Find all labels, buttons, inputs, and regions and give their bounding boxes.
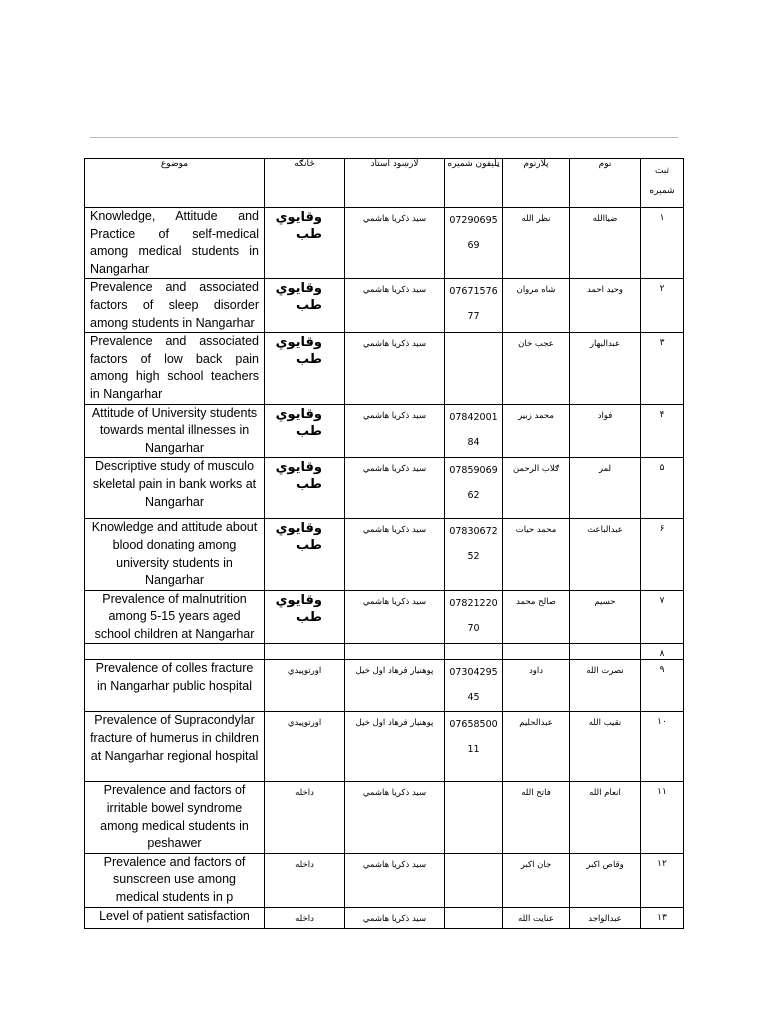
phone-cell bbox=[445, 853, 503, 907]
phone-cell: 07830672 52 bbox=[445, 519, 503, 590]
supervisor-cell: سید ذکریا هاشمي bbox=[345, 279, 445, 333]
name-cell: ضیاالله bbox=[570, 208, 641, 279]
name-cell: نصرت الله bbox=[570, 660, 641, 712]
name-cell: وقاص اکبر bbox=[570, 853, 641, 907]
seq-cell: ۱۱ bbox=[641, 782, 684, 853]
header-divider-line bbox=[90, 137, 678, 138]
name-cell: عبدالبهار bbox=[570, 333, 641, 404]
supervisor-cell: سید ذکریا هاشمي bbox=[345, 907, 445, 928]
author-cell: محمد حیات bbox=[503, 519, 570, 590]
header-author: پلارنوم bbox=[503, 159, 570, 208]
department-cell: داخله bbox=[265, 853, 345, 907]
phone-cell: 07671576 77 bbox=[445, 279, 503, 333]
department-cell: وقایوي طب bbox=[265, 404, 345, 458]
thesis-register-table bbox=[84, 158, 684, 929]
table-row bbox=[85, 458, 684, 519]
topic-cell: Prevalence and associated factors of low back pain among high school teachers in Nangarhar bbox=[85, 333, 265, 404]
seq-cell: ۱۳ bbox=[641, 907, 684, 928]
name-cell: نقیب الله bbox=[570, 712, 641, 782]
topic-cell: Prevalence of Supracondylar fracture of humerus in children at Nangarhar regional hospital bbox=[85, 712, 265, 782]
seq-cell: ۸ bbox=[641, 644, 684, 660]
supervisor-cell: سید ذکریا هاشمي bbox=[345, 853, 445, 907]
header-department: څانګه bbox=[265, 159, 345, 208]
author-cell: عنایت الله bbox=[503, 907, 570, 928]
author-cell: شاه مروان bbox=[503, 279, 570, 333]
seq-cell: ۷ bbox=[641, 590, 684, 644]
author-cell: داود bbox=[503, 660, 570, 712]
seq-cell: ۳ bbox=[641, 333, 684, 404]
header-phone: ټلیفون شمیره bbox=[445, 159, 503, 208]
name-cell: عبدالواجد bbox=[570, 907, 641, 928]
name-cell: لمر bbox=[570, 458, 641, 519]
department-cell: داخله bbox=[265, 907, 345, 928]
author-cell: محمد زبیر bbox=[503, 404, 570, 458]
table-row bbox=[85, 404, 684, 458]
table-row bbox=[85, 782, 684, 853]
supervisor-cell: سید ذکریا هاشمي bbox=[345, 208, 445, 279]
author-cell: عجب خان bbox=[503, 333, 570, 404]
topic-cell bbox=[85, 644, 265, 660]
phone-cell bbox=[445, 782, 503, 853]
phone-cell: 07290695 69 bbox=[445, 208, 503, 279]
table-row bbox=[85, 208, 684, 279]
department-cell: داخله bbox=[265, 782, 345, 853]
table-row bbox=[85, 660, 684, 712]
name-cell: وحید احمد bbox=[570, 279, 641, 333]
phone-cell: 07859069 62 bbox=[445, 458, 503, 519]
topic-cell: Descriptive study of musculo skeletal pain in bank works at Nangarhar bbox=[85, 458, 265, 519]
seq-cell: ۶ bbox=[641, 519, 684, 590]
supervisor-cell: سید ذکریا هاشمي bbox=[345, 333, 445, 404]
department-cell: وقایوي طب bbox=[265, 519, 345, 590]
supervisor-cell bbox=[345, 644, 445, 660]
department-cell: وقایوي طب bbox=[265, 208, 345, 279]
table-row bbox=[85, 590, 684, 644]
phone-cell bbox=[445, 907, 503, 928]
table-header-row bbox=[85, 159, 684, 208]
department-cell: وقایوي طب bbox=[265, 279, 345, 333]
author-cell: نظر الله bbox=[503, 208, 570, 279]
phone-cell: 07842001 84 bbox=[445, 404, 503, 458]
table-row bbox=[85, 712, 684, 782]
supervisor-cell: سید ذکریا هاشمي bbox=[345, 404, 445, 458]
department-cell: وقایوي طب bbox=[265, 590, 345, 644]
department-cell: اورتوپیدي bbox=[265, 712, 345, 782]
header-supervisor: لارښود استاد bbox=[345, 159, 445, 208]
seq-cell: ۱۰ bbox=[641, 712, 684, 782]
department-cell: وقایوي طب bbox=[265, 458, 345, 519]
name-cell: حسیم bbox=[570, 590, 641, 644]
name-cell: فواد bbox=[570, 404, 641, 458]
seq-cell: ۵ bbox=[641, 458, 684, 519]
phone-cell: 07304295 45 bbox=[445, 660, 503, 712]
seq-cell: ۴ bbox=[641, 404, 684, 458]
topic-cell: Knowledge, Attitude and Practice of self-medical among medical students in Nangarhar bbox=[85, 208, 265, 279]
author-cell: فاتح الله bbox=[503, 782, 570, 853]
table-row bbox=[85, 644, 684, 660]
supervisor-cell: پوهنیار فرهاد اول خیل bbox=[345, 712, 445, 782]
phone-cell: 07658500 11 bbox=[445, 712, 503, 782]
header-seq: ثبت شمیره bbox=[641, 159, 684, 208]
table-row bbox=[85, 853, 684, 907]
table-row bbox=[85, 279, 684, 333]
topic-cell: Attitude of University students towards mental illnesses in Nangarhar bbox=[85, 404, 265, 458]
name-cell: انعام الله bbox=[570, 782, 641, 853]
seq-cell: ۱۲ bbox=[641, 853, 684, 907]
name-cell bbox=[570, 644, 641, 660]
topic-cell: Knowledge and attitude about blood donating among university students in Nangarhar bbox=[85, 519, 265, 590]
supervisor-cell: پوهنیار فرهاد اول خیل bbox=[345, 660, 445, 712]
phone-cell bbox=[445, 333, 503, 404]
department-cell bbox=[265, 644, 345, 660]
supervisor-cell: سید ذکریا هاشمي bbox=[345, 782, 445, 853]
department-cell: اورتوپیدي bbox=[265, 660, 345, 712]
topic-cell: Prevalence and associated factors of sleep disorder among students in Nangarhar bbox=[85, 279, 265, 333]
author-cell: صالح محمد bbox=[503, 590, 570, 644]
department-cell: وقایوي طب bbox=[265, 333, 345, 404]
supervisor-cell: سید ذکریا هاشمي bbox=[345, 458, 445, 519]
table-row bbox=[85, 333, 684, 404]
author-cell: عبدالحلیم bbox=[503, 712, 570, 782]
phone-cell bbox=[445, 644, 503, 660]
header-topic: موضوع bbox=[85, 159, 265, 208]
name-cell: عبدالباعث bbox=[570, 519, 641, 590]
topic-cell: Level of patient satisfaction bbox=[85, 907, 265, 928]
seq-cell: ۲ bbox=[641, 279, 684, 333]
supervisor-cell: سید ذکریا هاشمي bbox=[345, 590, 445, 644]
header-name: نوم bbox=[570, 159, 641, 208]
topic-cell: Prevalence of malnutrition among 5-15 years aged school children at Nangarhar bbox=[85, 590, 265, 644]
topic-cell: Prevalence and factors of sunscreen use among medical students in p bbox=[85, 853, 265, 907]
seq-cell: ۱ bbox=[641, 208, 684, 279]
phone-cell: 07821220 70 bbox=[445, 590, 503, 644]
topic-cell: Prevalence and factors of irritable bowel syndrome among medical students in peshawer bbox=[85, 782, 265, 853]
supervisor-cell: سید ذکریا هاشمي bbox=[345, 519, 445, 590]
author-cell: ګلاب الرحمن bbox=[503, 458, 570, 519]
seq-cell: ۹ bbox=[641, 660, 684, 712]
author-cell: جان اکبر bbox=[503, 853, 570, 907]
topic-cell: Prevalence of colles fracture in Nangarhar public hospital bbox=[85, 660, 265, 712]
author-cell bbox=[503, 644, 570, 660]
table-row bbox=[85, 907, 684, 928]
table-row bbox=[85, 519, 684, 590]
